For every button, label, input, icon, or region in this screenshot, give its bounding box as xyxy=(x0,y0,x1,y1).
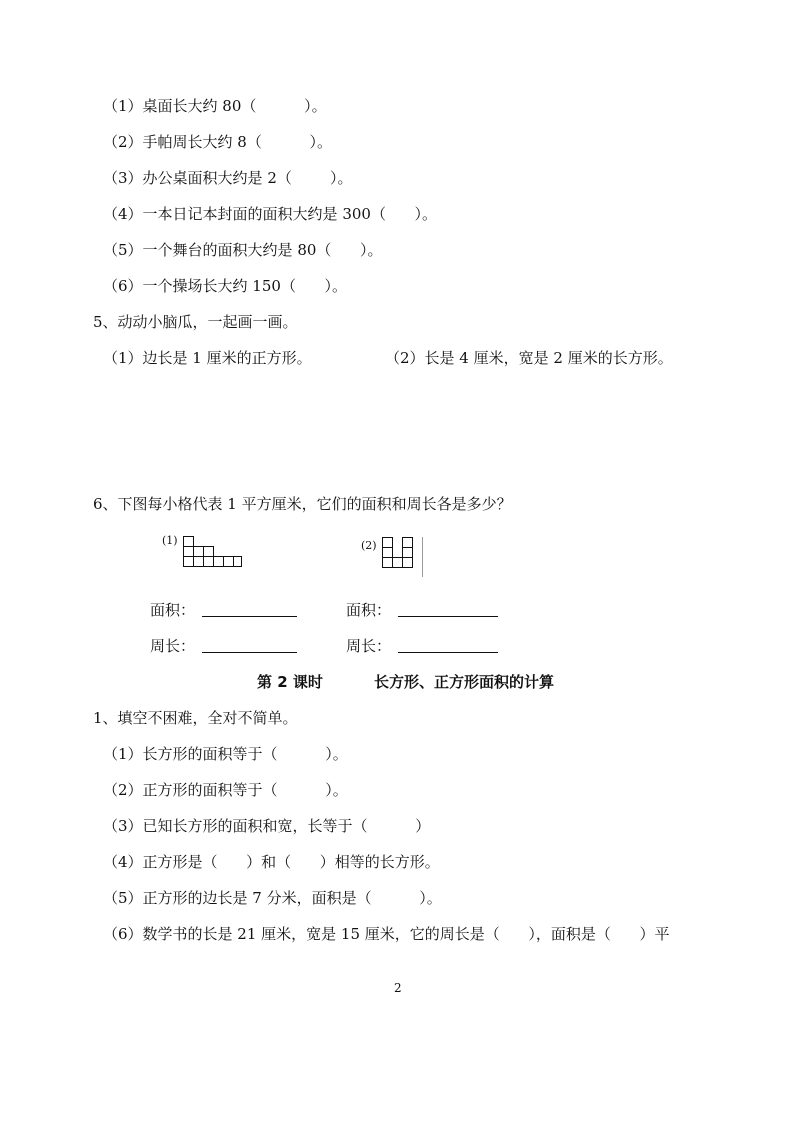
s1-item-6: （6）数学书的长是 21 厘米，宽是 15 厘米，它的周长是（ ），面积是（ ）平 xyxy=(103,925,670,943)
fig1-cell xyxy=(204,547,214,557)
figure-1-grid xyxy=(183,536,243,576)
figure-1-label: (1) xyxy=(162,534,178,547)
s1-item-4: （4）正方形是（ ）和（ ）相等的长方形。 xyxy=(103,853,440,871)
q5-item-1: （1）边长是 1 厘米的正方形。 xyxy=(103,349,312,367)
s1-item-2: （2）正方形的面积等于（ ）。 xyxy=(103,781,348,799)
fig2-cell xyxy=(393,558,403,568)
q6-title: 6、下图每小格代表 1 平方厘米，它们的面积和周长各是多少？ xyxy=(93,495,512,513)
fig2-cell xyxy=(383,548,393,558)
fig1-cell xyxy=(194,547,204,557)
perimeter-answer-line-1[interactable] xyxy=(202,652,297,653)
fig1-cell xyxy=(184,557,194,567)
q4-item-5: （5）一个舞台的面积大约是 80（ ）。 xyxy=(103,241,383,259)
fig1-cell xyxy=(224,557,234,567)
area-answer-line-2[interactable] xyxy=(398,616,498,617)
s1-item-5: （5）正方形的边长是 7 分米，面积是（ ）。 xyxy=(103,889,442,907)
q4-item-2: （2）手帕周长大约 8（ ）。 xyxy=(103,133,333,151)
q4-item-6: （6）一个操场长大约 150（ ）。 xyxy=(103,277,348,295)
perimeter-answer-line-2[interactable] xyxy=(398,652,498,653)
q4-item-3: （3）办公桌面积大约是 2（ ）。 xyxy=(103,169,353,187)
s1-item-3: （3）已知长方形的面积和宽，长等于（ ） xyxy=(103,817,431,835)
q5-item-2: （2）长是 4 厘米，宽是 2 厘米的长方形。 xyxy=(385,349,673,367)
lesson-title-number: 第 2 课时 xyxy=(257,673,323,691)
lesson-title-topic: 长方形、正方形面积的计算 xyxy=(374,673,555,691)
s1-title: 1、填空不困难，全对不简单。 xyxy=(93,709,298,727)
fig2-cell xyxy=(403,548,413,558)
fig1-cell xyxy=(214,557,224,567)
fig2-cell xyxy=(403,538,413,548)
fig1-cell xyxy=(184,547,194,557)
fig1-cell xyxy=(204,557,214,567)
fig1-cell xyxy=(184,537,194,547)
fig2-cell xyxy=(383,538,393,548)
figure-2-label: (2) xyxy=(361,539,377,552)
fig1-cell xyxy=(234,557,242,567)
fig1-cell xyxy=(194,557,204,567)
perimeter-label-2: 周长： xyxy=(346,637,392,655)
page-number: 2 xyxy=(394,981,402,995)
s1-item-1: （1）长方形的面积等于（ ）。 xyxy=(103,745,348,763)
q4-item-4: （4）一本日记本封面的面积大约是 300（ ）。 xyxy=(103,205,438,223)
fig2-cell xyxy=(403,558,413,568)
area-label-2: 面积： xyxy=(346,601,392,619)
perimeter-label-1: 周长： xyxy=(150,637,196,655)
area-label-1: 面积： xyxy=(150,601,196,619)
fig2-cell xyxy=(383,558,393,568)
q4-item-1: （1）桌面长大约 80（ ）。 xyxy=(103,97,327,115)
q5-title: 5、动动小脑瓜，一起画一画。 xyxy=(93,313,298,331)
area-answer-line-1[interactable] xyxy=(202,616,297,617)
figure-2-grid xyxy=(382,537,426,579)
